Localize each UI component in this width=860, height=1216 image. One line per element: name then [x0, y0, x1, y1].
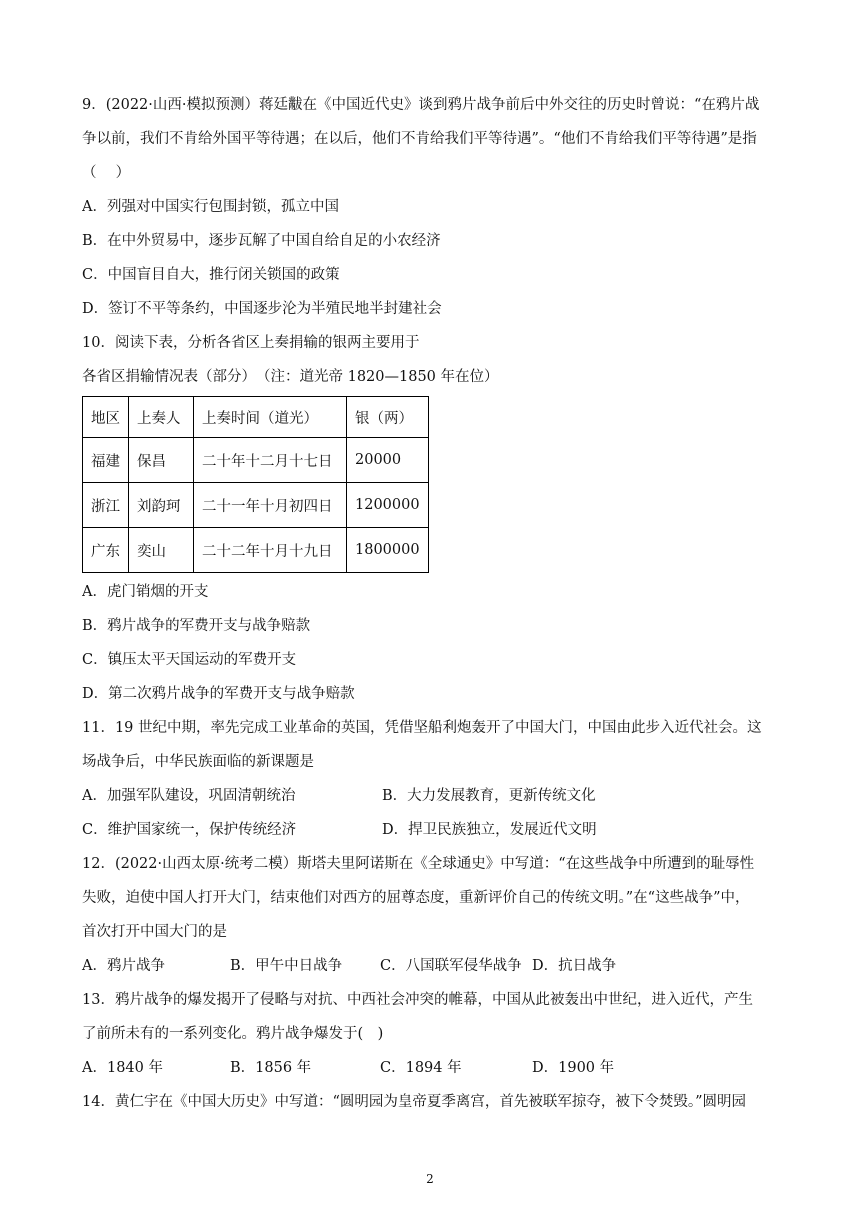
- question-text: 首次打开中国大门的是: [82, 924, 227, 940]
- question-text: 10．阅读下表，分析各省区上奏捐输的银两主要用于: [82, 335, 420, 351]
- option-a: A．虎门销烟的开支: [82, 584, 209, 600]
- table-cell: 福建: [83, 438, 129, 483]
- table-cell: 1200000: [347, 483, 429, 528]
- question-14: [82, 1085, 782, 1119]
- option-d: D．捍卫民族独立，发展近代文明: [382, 822, 597, 838]
- table-caption: 各省区捐输情况表（部分） （注：道光帝 1820—1850 年在位）: [82, 369, 499, 385]
- donation-table: [82, 396, 429, 573]
- table-header-cell: 银（两）: [347, 397, 429, 438]
- question-text: 14．黄仁宇在《中国大历史》中写道：“圆明园为皇帝夏季离宫，首先被联军掠夺，被下令焚毁。”圆明园: [82, 1094, 747, 1110]
- option-b: B．鸦片战争的军费开支与战争赔款: [82, 618, 311, 634]
- question-text: 13．鸦片战争的爆发揭开了侵略与对抗、中西社会冲突的帷幕，中国从此被轰出中世纪，进入近代，产生: [82, 992, 753, 1008]
- table-cell: 保昌: [129, 438, 194, 483]
- option-b: B．1856 年: [230, 1060, 312, 1076]
- option-c: C．维护国家统一，保护传统经济: [82, 822, 297, 838]
- option-a: A．1840 年: [82, 1060, 163, 1076]
- question-text: 争以前，我们不肯给外国平等待遇；在以后，他们不肯给我们平等待遇”。“他们不肯给我们平等待遇”是指: [82, 131, 757, 147]
- option-c: C．八国联军侵华战争: [380, 958, 522, 974]
- option-d: D．第二次鸦片战争的军费开支与战争赔款: [82, 686, 355, 702]
- table-cell: 浙江: [83, 483, 129, 528]
- options-row: [82, 1051, 782, 1085]
- option-b: B．甲午中日战争: [230, 958, 343, 974]
- table-cell: 二十一年十月初四日: [194, 483, 347, 528]
- option-d: D．签订不平等条约，中国逐步沦为半殖民地半封建社会: [82, 301, 442, 317]
- option-b: B．大力发展教育，更新传统文化: [382, 788, 596, 804]
- table-row: [83, 483, 429, 528]
- question-text: 9．(2022·山西·模拟预测）蒋廷黻在《中国近代史》谈到鸦片战争前后中外交往的历史时曾说：“在鸦片战: [82, 97, 760, 113]
- table-cell: 20000: [347, 438, 429, 483]
- document-body: [82, 88, 782, 1119]
- question-13: [82, 983, 782, 1085]
- question-text: 场战争后，中华民族面临的新课题是: [82, 754, 314, 770]
- table-cell: 刘韵珂: [129, 483, 194, 528]
- question-text: （ ）: [82, 165, 131, 181]
- table-cell: 二十二年十月十九日: [194, 528, 347, 573]
- question-10: [82, 326, 782, 711]
- table-row: [83, 438, 429, 483]
- option-a: A．加强军队建设，巩固清朝统治: [82, 788, 296, 804]
- page-number: 2: [426, 1172, 434, 1186]
- option-a: A．列强对中国实行包围封锁，孤立中国: [82, 199, 339, 215]
- options-row: [82, 779, 782, 813]
- question-text: 失败，迫使中国人打开大门，结束他们对西方的屈尊态度，重新评价自己的传统文明。”在“这些战争”中，: [82, 890, 750, 906]
- question-text: 了前所未有的一系列变化。鸦片战争爆发于( ): [82, 1026, 384, 1042]
- question-text: 11．19 世纪中期，率先完成工业革命的英国，凭借坚船利炮轰开了中国大门，中国由此步入近代社会。这: [82, 720, 762, 736]
- table-cell: 二十年十二月十七日: [194, 438, 347, 483]
- table-header-row: [83, 397, 429, 438]
- options-row: [82, 949, 782, 983]
- option-b: B．在中外贸易中，逐步瓦解了中国自给自足的小农经济: [82, 233, 441, 249]
- table-cell: 广东: [83, 528, 129, 573]
- table-header-cell: 地区: [83, 397, 129, 438]
- question-9: [82, 88, 782, 326]
- option-c: C．镇压太平天国运动的军费开支: [82, 652, 297, 668]
- table-cell: 1800000: [347, 528, 429, 573]
- table-header-cell: 上奏人: [129, 397, 194, 438]
- option-c: C．1894 年: [380, 1060, 462, 1076]
- option-d: D．1900 年: [532, 1060, 615, 1076]
- option-c: C．中国盲目自大，推行闭关锁国的政策: [82, 267, 340, 283]
- option-d: D．抗日战争: [532, 958, 617, 974]
- option-a: A．鸦片战争: [82, 958, 165, 974]
- table-header-cell: 上奏时间（道光）: [194, 397, 347, 438]
- table-row: [83, 528, 429, 573]
- options-row: [82, 813, 782, 847]
- table-cell: 奕山: [129, 528, 194, 573]
- question-11: [82, 711, 782, 847]
- question-text: 12．(2022·山西太原·统考二模）斯塔夫里阿诺斯在《全球通史》中写道：“在这些战争中所遭到的耻辱性: [82, 856, 755, 872]
- question-12: [82, 847, 782, 983]
